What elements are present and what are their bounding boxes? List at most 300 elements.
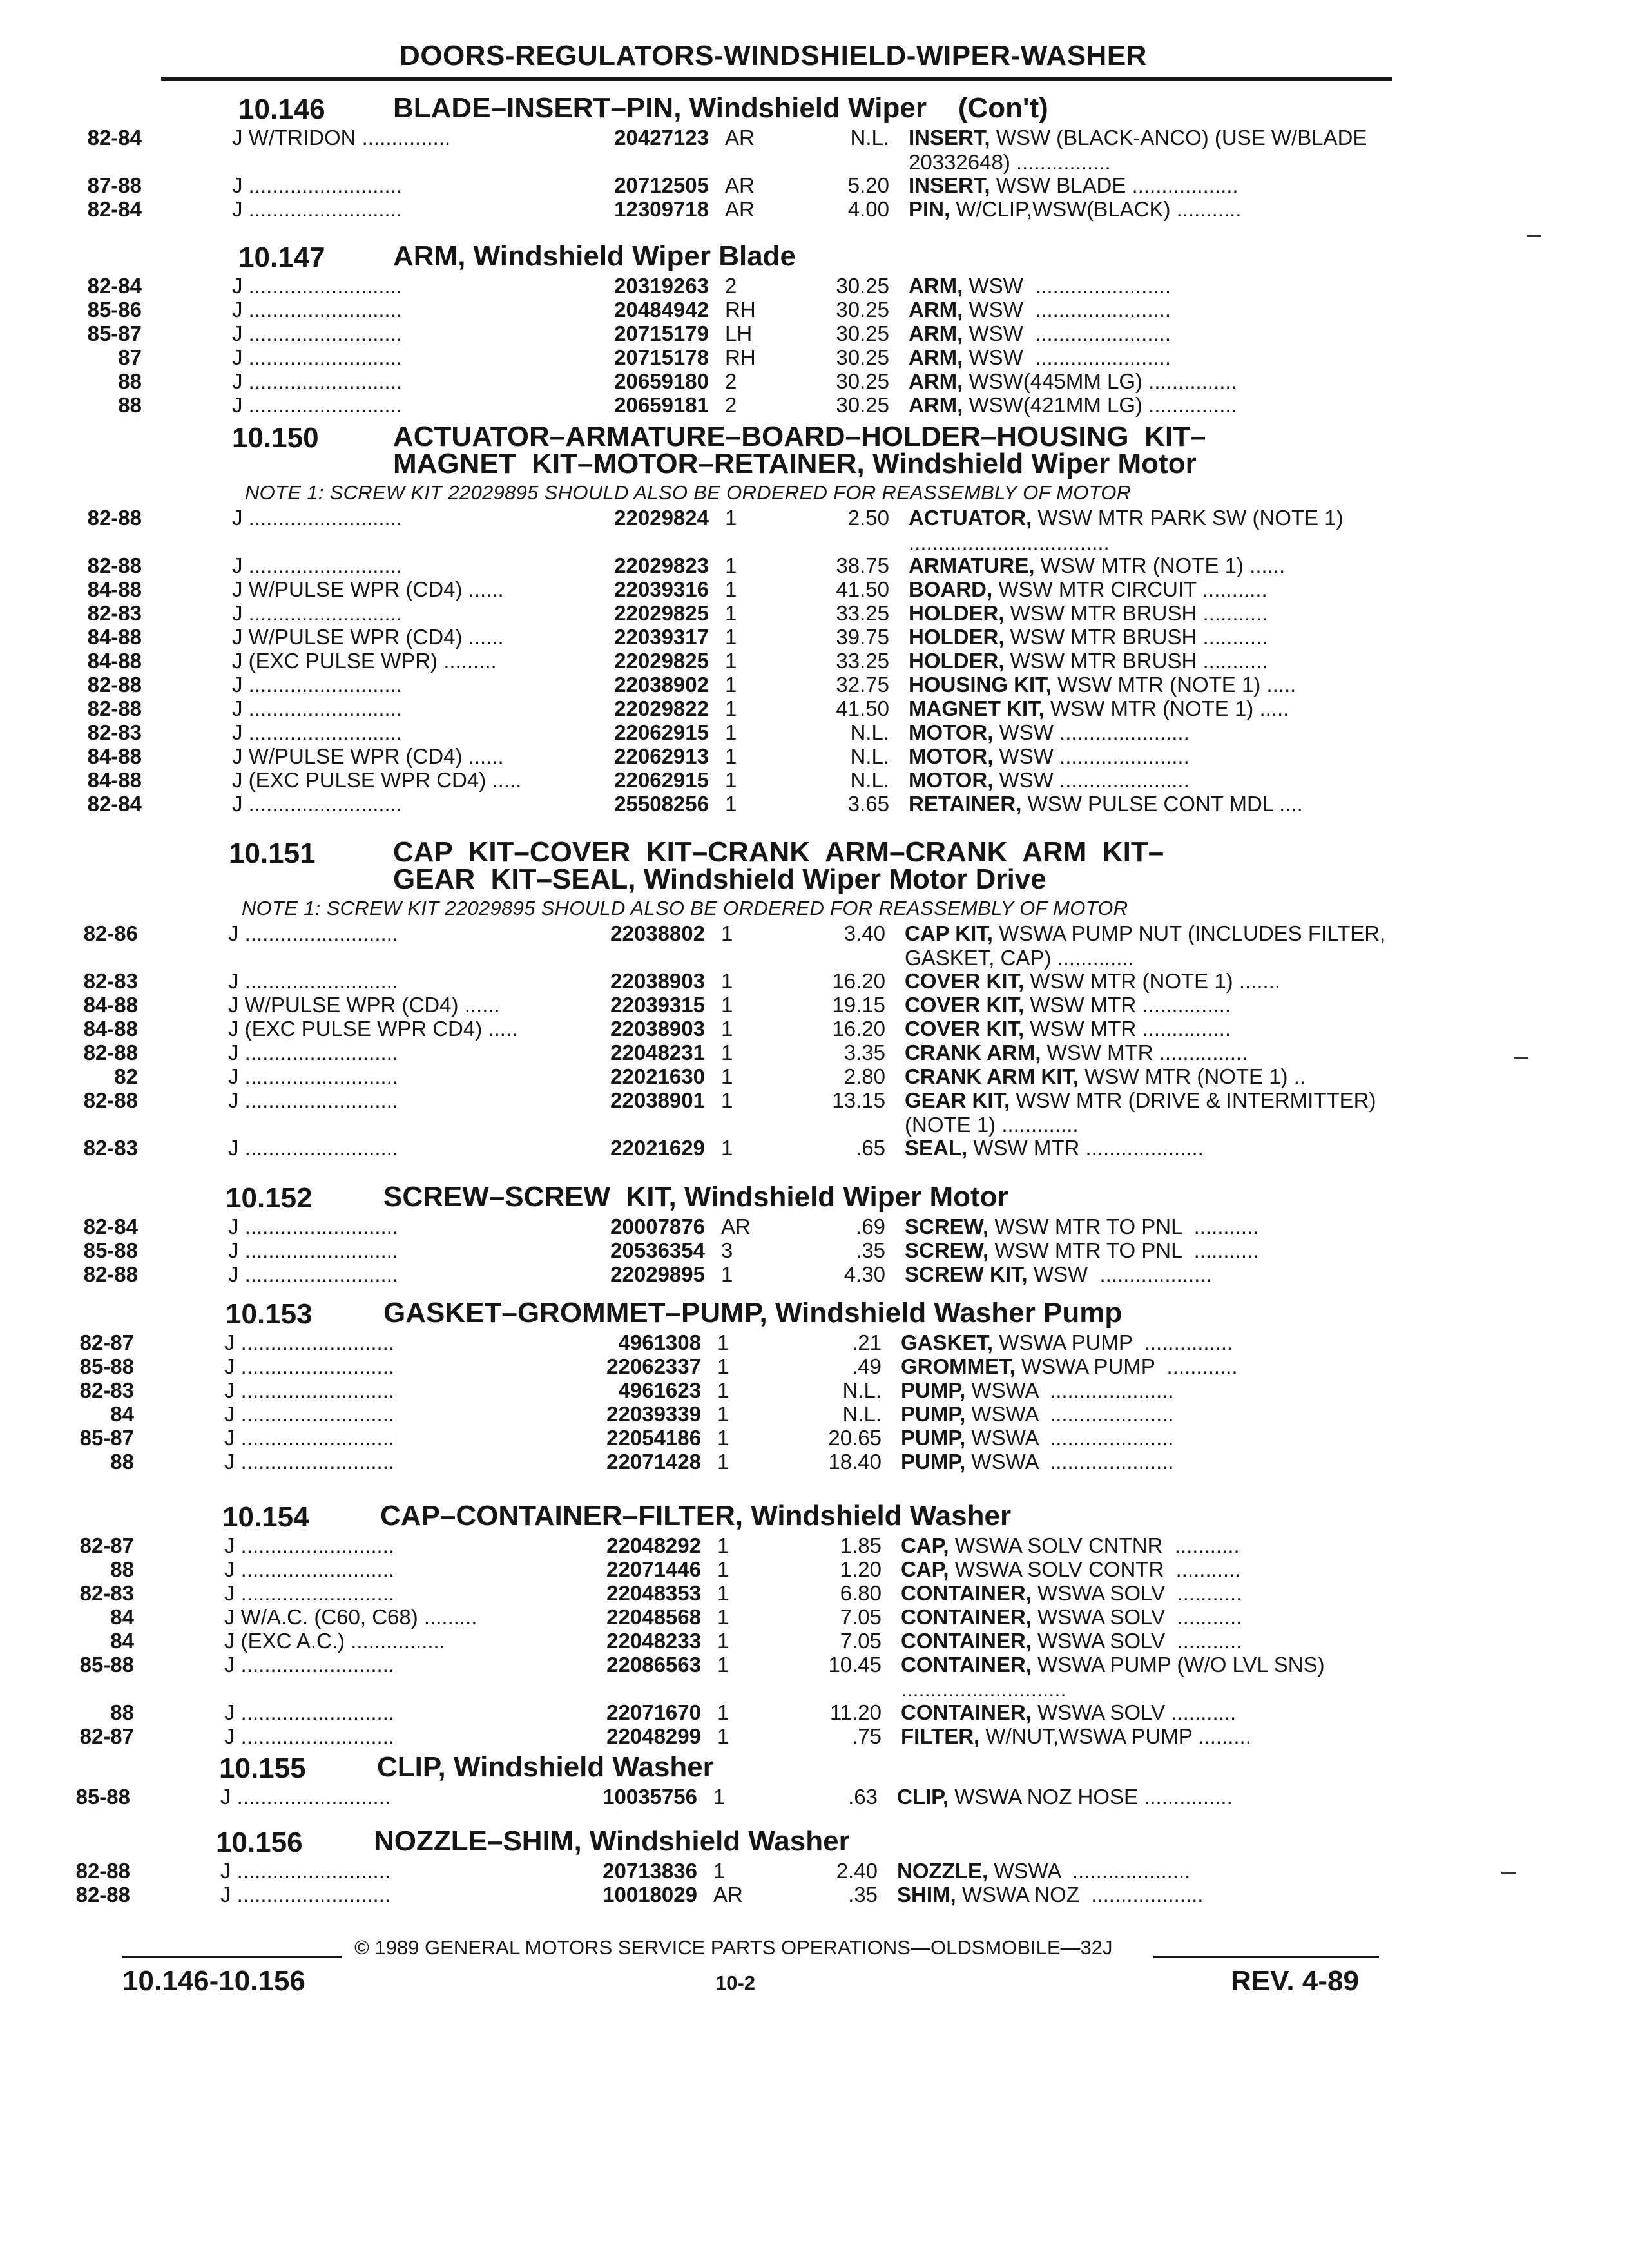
row-year: 87-88	[87, 173, 142, 197]
row-model: J ..........................	[224, 1700, 395, 1724]
row-price: 2.80	[843, 1064, 885, 1088]
row-price: 3.35	[843, 1041, 885, 1064]
row-price: 33.25	[836, 601, 889, 625]
row-qty: 1	[717, 1378, 729, 1402]
row-year: 84-88	[87, 744, 142, 768]
row-price: 2.50	[847, 506, 889, 530]
row-model: J W/PULSE WPR (CD4) ......	[232, 744, 504, 768]
row-model: J ..........................	[232, 345, 403, 369]
row-model: J (EXC PULSE WPR CD4) .....	[232, 768, 522, 792]
row-price: 32.75	[836, 673, 889, 697]
row-qty: 1	[717, 1450, 729, 1474]
row-model: J ..........................	[220, 1883, 391, 1907]
row-qty: 2	[725, 369, 737, 393]
row-model: J ..........................	[232, 553, 403, 577]
row-desc: RETAINER, WSW PULSE CONT MDL ....	[909, 792, 1303, 816]
footer-revision: REV. 4-89	[1231, 1965, 1359, 1997]
row-year: 82-83	[79, 1581, 134, 1605]
row-qty: RH	[725, 345, 756, 369]
row-desc: ARM, WSW .......................	[909, 274, 1171, 298]
row-desc: ARMATURE, WSW MTR (NOTE 1) ......	[909, 553, 1286, 577]
row-year: 82-83	[87, 601, 142, 625]
row-desc: NOZZLE, WSWA ....................	[897, 1859, 1191, 1883]
row-price: N.L.	[850, 126, 889, 149]
row-desc: CLIP, WSWA NOZ HOSE ...............	[897, 1785, 1233, 1809]
row-model: J ..........................	[232, 720, 403, 744]
row-year: 88	[110, 1450, 134, 1474]
row-qty: 1	[721, 1017, 733, 1041]
row-part: 22021630	[610, 1064, 705, 1088]
section-number: 10.152	[226, 1182, 313, 1214]
section-number: 10.150	[232, 422, 319, 454]
row-qty: 1	[725, 792, 737, 816]
row-part: 22054186	[606, 1426, 701, 1450]
row-desc: CONTAINER, WSWA SOLV ...........	[901, 1605, 1242, 1629]
row-desc: PUMP, WSWA .....................	[901, 1402, 1174, 1426]
row-model: J ..........................	[228, 1064, 399, 1088]
row-year: 84-88	[83, 993, 138, 1017]
row-price: 3.40	[843, 921, 885, 945]
row-qty: 1	[725, 744, 737, 768]
row-desc: HOLDER, WSW MTR BRUSH ...........	[909, 601, 1268, 625]
row-desc: FILTER, W/NUT,WSWA PUMP .........	[901, 1724, 1251, 1748]
row-model: J ..........................	[228, 1088, 399, 1112]
row-part: 20427123	[614, 126, 709, 149]
row-qty: AR	[721, 1215, 751, 1238]
row-price: 30.25	[836, 369, 889, 393]
row-price: .35	[848, 1883, 878, 1907]
row-model: J ..........................	[228, 1136, 399, 1160]
row-year: 82-88	[75, 1883, 130, 1907]
row-part: 20319263	[614, 274, 709, 298]
row-model: J ..........................	[228, 1041, 399, 1064]
row-desc: SCREW KIT, WSW ...................	[905, 1262, 1212, 1286]
row-year: 88	[110, 1700, 134, 1724]
row-part: 22029825	[614, 649, 709, 673]
row-price: .65	[856, 1136, 885, 1160]
row-year: 84	[110, 1605, 134, 1629]
row-part: 22039317	[614, 625, 709, 649]
row-price: 16.20	[832, 1017, 885, 1041]
row-part: 22048231	[610, 1041, 705, 1064]
row-qty: 1	[721, 1136, 733, 1160]
row-qty: 1	[717, 1354, 729, 1378]
row-price: N.L.	[850, 744, 889, 768]
row-price: 20.65	[828, 1426, 882, 1450]
row-part: 22038903	[610, 1017, 705, 1041]
section-title: NOZZLE–SHIM, Windshield Washer	[374, 1825, 850, 1857]
row-year: 82-87	[79, 1724, 134, 1748]
row-qty: 1	[717, 1629, 729, 1653]
row-year: 85-88	[79, 1653, 134, 1677]
row-desc: ARM, WSW .......................	[909, 322, 1171, 345]
row-part: 20713836	[602, 1859, 697, 1883]
row-year: 84-88	[87, 649, 142, 673]
row-model: J ..........................	[228, 1262, 399, 1286]
section-number: 10.155	[219, 1753, 306, 1784]
row-price: 2.40	[836, 1859, 878, 1883]
row-price: 6.80	[840, 1581, 882, 1605]
row-model: J ..........................	[224, 1331, 395, 1354]
section-number: 10.156	[216, 1827, 303, 1858]
row-year: 88	[118, 369, 142, 393]
row-part: 20659181	[614, 393, 709, 417]
row-desc: PUMP, WSWA .....................	[901, 1450, 1174, 1474]
row-price: .49	[852, 1354, 882, 1378]
row-model: J ..........................	[228, 1238, 399, 1262]
row-desc: CRANK ARM KIT, WSW MTR (NOTE 1) ..	[905, 1064, 1306, 1088]
row-year: 82-88	[87, 673, 142, 697]
row-price: .21	[852, 1331, 882, 1354]
row-qty: AR	[725, 173, 755, 197]
row-part: 20484942	[614, 298, 709, 322]
row-desc: SHIM, WSWA NOZ ...................	[897, 1883, 1204, 1907]
row-part: 22038902	[614, 673, 709, 697]
row-part: 22038903	[610, 969, 705, 993]
row-qty: 1	[717, 1557, 729, 1581]
row-part: 20659180	[614, 369, 709, 393]
row-part: 22062915	[614, 768, 709, 792]
row-model: J ..........................	[224, 1557, 395, 1581]
section-title: BLADE–INSERT–PIN, Windshield Wiper (Con't)	[393, 92, 1048, 124]
row-year: 82-87	[79, 1533, 134, 1557]
row-part: 22029822	[614, 697, 709, 720]
row-desc: SCREW, WSW MTR TO PNL ...........	[905, 1215, 1259, 1238]
row-qty: 1	[725, 673, 737, 697]
row-qty: 1	[721, 993, 733, 1017]
section-number: 10.153	[226, 1298, 313, 1330]
row-price: 30.25	[836, 298, 889, 322]
row-qty: 1	[717, 1581, 729, 1605]
row-qty: LH	[725, 322, 753, 345]
row-qty: 1	[721, 1064, 733, 1088]
row-desc: PIN, W/CLIP,WSW(BLACK) ...........	[909, 197, 1242, 221]
row-year: 82-88	[83, 1262, 138, 1286]
row-desc: PUMP, WSWA .....................	[901, 1378, 1174, 1402]
row-year: 82-83	[83, 969, 138, 993]
row-part: 22048568	[606, 1605, 701, 1629]
row-model: J ..........................	[228, 1215, 399, 1238]
row-qty: 1	[725, 768, 737, 792]
row-desc: ACTUATOR, WSW MTR PARK SW (NOTE 1) ..................................	[909, 506, 1349, 554]
row-model: J ..........................	[224, 1533, 395, 1557]
row-price: 3.65	[847, 792, 889, 816]
row-model: J ..........................	[224, 1581, 395, 1605]
row-model: J W/PULSE WPR (CD4) ......	[228, 993, 500, 1017]
row-desc: CAP, WSWA SOLV CONTR ...........	[901, 1557, 1241, 1581]
row-part: 22048233	[606, 1629, 701, 1653]
row-model: J ..........................	[224, 1653, 395, 1677]
row-year: 82-88	[75, 1859, 130, 1883]
row-model: J ..........................	[232, 792, 403, 816]
row-price: 1.85	[840, 1533, 882, 1557]
row-desc: SCREW, WSW MTR TO PNL ...........	[905, 1238, 1259, 1262]
row-part: 22071670	[606, 1700, 701, 1724]
row-part: 22029825	[614, 601, 709, 625]
row-qty: 1	[721, 1041, 733, 1064]
row-price: 1.20	[840, 1557, 882, 1581]
row-part: 22071428	[606, 1450, 701, 1474]
row-desc: CAP KIT, WSWA PUMP NUT (INCLUDES FILTER, GASKET, CAP) .............	[905, 921, 1392, 970]
section-title: ACTUATOR–ARMATURE–BOARD–HOLDER–HOUSING KIT–	[393, 421, 1206, 452]
row-price: 7.05	[840, 1605, 882, 1629]
row-year: 82-83	[79, 1378, 134, 1402]
row-price: 10.45	[828, 1653, 882, 1677]
section-note: NOTE 1: SCREW KIT 22029895 SHOULD ALSO BE ORDERED FOR REASSEMBLY OF MOTOR	[245, 481, 1132, 504]
row-qty: 1	[713, 1859, 726, 1883]
footer-rule-left	[122, 1956, 342, 1958]
row-part: 4961623	[618, 1378, 701, 1402]
row-desc: ARM, WSW .......................	[909, 298, 1171, 322]
row-year: 87	[118, 345, 142, 369]
row-desc: ARM, WSW(445MM LG) ...............	[909, 369, 1237, 393]
row-qty: 1	[725, 577, 737, 601]
section-title: CAP–CONTAINER–FILTER, Windshield Washer	[380, 1500, 1012, 1532]
row-desc: COVER KIT, WSW MTR ...............	[905, 1017, 1231, 1041]
row-price: 30.25	[836, 393, 889, 417]
row-price: 41.50	[836, 697, 889, 720]
row-part: 22038901	[610, 1088, 705, 1112]
row-desc: GROMMET, WSWA PUMP ............	[901, 1354, 1238, 1378]
row-model: J ..........................	[220, 1785, 391, 1809]
row-year: 82-83	[87, 720, 142, 744]
row-model: J ..........................	[220, 1859, 391, 1883]
row-part: 22029824	[614, 506, 709, 530]
row-model: J ..........................	[224, 1354, 395, 1378]
row-desc: CONTAINER, WSWA SOLV ...........	[901, 1700, 1237, 1724]
row-price: N.L.	[850, 720, 889, 744]
row-part: 22048353	[606, 1581, 701, 1605]
row-part: 22039316	[614, 577, 709, 601]
row-qty: 1	[725, 506, 737, 530]
row-qty: 1	[725, 649, 737, 673]
row-year: 82-87	[79, 1331, 134, 1354]
section-number: 10.154	[222, 1501, 309, 1533]
row-qty: AR	[725, 126, 755, 149]
row-price: 7.05	[840, 1629, 882, 1653]
page-header: DOORS-REGULATORS-WINDSHIELD-WIPER-WASHER	[400, 40, 1147, 72]
row-year: 84	[110, 1629, 134, 1653]
row-qty: 1	[717, 1426, 729, 1450]
section-title: ARM, Windshield Wiper Blade	[393, 240, 796, 272]
row-year: 84-88	[87, 577, 142, 601]
row-year: 82-88	[87, 506, 142, 530]
row-price: 4.30	[843, 1262, 885, 1286]
row-desc: MOTOR, WSW ......................	[909, 720, 1190, 744]
row-part: 22039339	[606, 1402, 701, 1426]
row-part: 20007876	[610, 1215, 705, 1238]
row-qty: 1	[717, 1331, 729, 1354]
row-year: 88	[110, 1557, 134, 1581]
row-part: 22071446	[606, 1557, 701, 1581]
row-part: 22086563	[606, 1653, 701, 1677]
section-number: 10.146	[238, 93, 325, 125]
row-part: 20715178	[614, 345, 709, 369]
row-desc: CONTAINER, WSWA SOLV ...........	[901, 1581, 1242, 1605]
row-price: 13.15	[832, 1088, 885, 1112]
row-year: 82	[114, 1064, 138, 1088]
row-qty: 1	[717, 1700, 729, 1724]
row-year: 82-84	[87, 126, 142, 149]
row-part: 20712505	[614, 173, 709, 197]
row-part: 12309718	[614, 197, 709, 221]
row-qty: 1	[717, 1533, 729, 1557]
row-price: .69	[856, 1215, 885, 1238]
row-desc: CONTAINER, WSWA PUMP (W/O LVL SNS) ............................	[901, 1653, 1336, 1701]
row-desc: MAGNET KIT, WSW MTR (NOTE 1) .....	[909, 697, 1289, 720]
row-model: J ..........................	[232, 173, 403, 197]
row-desc: COVER KIT, WSW MTR (NOTE 1) .......	[905, 969, 1281, 993]
row-price: 41.50	[836, 577, 889, 601]
row-price: 33.25	[836, 649, 889, 673]
row-year: 82-88	[83, 1088, 138, 1112]
row-desc: ARM, WSW(421MM LG) ...............	[909, 393, 1237, 417]
footer-copyright: © 1989 GENERAL MOTORS SERVICE PARTS OPERATIONS—OLDSMOBILE—32J	[354, 1936, 1113, 1959]
row-part: 22062913	[614, 744, 709, 768]
row-desc: CRANK ARM, WSW MTR ...............	[905, 1041, 1248, 1064]
row-qty: 3	[721, 1238, 733, 1262]
row-price: .75	[852, 1724, 882, 1748]
row-desc: HOUSING KIT, WSW MTR (NOTE 1) .....	[909, 673, 1296, 697]
row-qty: 1	[725, 625, 737, 649]
row-model: J ..........................	[232, 197, 403, 221]
row-year: 84-88	[87, 625, 142, 649]
section-title: CAP KIT–COVER KIT–CRANK ARM–CRANK ARM KIT–	[393, 836, 1164, 868]
row-year: 82-88	[83, 1041, 138, 1064]
margin-mark	[1514, 1057, 1528, 1059]
row-price: 19.15	[832, 993, 885, 1017]
row-desc: COVER KIT, WSW MTR ...............	[905, 993, 1231, 1017]
footer-page-number: 10-2	[715, 1972, 756, 1994]
row-qty: 2	[725, 274, 737, 298]
row-price: 39.75	[836, 625, 889, 649]
row-part: 22021629	[610, 1136, 705, 1160]
row-year: 84	[110, 1402, 134, 1426]
row-model: J ..........................	[232, 322, 403, 345]
row-qty: 1	[717, 1402, 729, 1426]
row-model: J ..........................	[232, 369, 403, 393]
row-qty: 1	[717, 1653, 729, 1677]
row-desc: MOTOR, WSW ......................	[909, 768, 1190, 792]
row-price: 38.75	[836, 553, 889, 577]
row-qty: 1	[725, 697, 737, 720]
row-part: 22048292	[606, 1533, 701, 1557]
row-desc: GEAR KIT, WSW MTR (DRIVE & INTERMITTER) (NOTE 1) .............	[905, 1088, 1382, 1137]
row-price: 11.20	[829, 1700, 882, 1724]
row-part: 22062337	[606, 1354, 701, 1378]
row-year: 85-86	[87, 298, 142, 322]
row-model: J ..........................	[228, 969, 399, 993]
row-model: J ..........................	[224, 1402, 395, 1426]
row-qty: 2	[725, 393, 737, 417]
row-model: J ..........................	[224, 1378, 395, 1402]
row-part: 4961308	[618, 1331, 701, 1354]
row-desc: SEAL, WSW MTR ....................	[905, 1136, 1204, 1160]
row-year: 85-87	[87, 322, 142, 345]
row-model: J W/A.C. (C60, C68) .........	[224, 1605, 477, 1629]
row-year: 82-84	[83, 1215, 138, 1238]
margin-mark	[1501, 1872, 1516, 1874]
section-note: NOTE 1: SCREW KIT 22029895 SHOULD ALSO BE ORDERED FOR REASSEMBLY OF MOTOR	[242, 897, 1128, 919]
row-price: 16.20	[832, 969, 885, 993]
row-qty: RH	[725, 298, 756, 322]
row-price: 18.40	[828, 1450, 882, 1474]
row-model: J W/PULSE WPR (CD4) ......	[232, 577, 504, 601]
row-model: J ..........................	[232, 393, 403, 417]
row-part: 20715179	[614, 322, 709, 345]
row-price: N.L.	[842, 1402, 882, 1426]
row-qty: 1	[721, 921, 733, 945]
row-model: J ..........................	[232, 298, 403, 322]
row-part: 10035756	[602, 1785, 697, 1809]
footer-rule-right	[1153, 1956, 1379, 1958]
header-rule	[161, 77, 1392, 81]
row-model: J (EXC PULSE WPR CD4) .....	[228, 1017, 518, 1041]
section-title: CLIP, Windshield Washer	[377, 1751, 714, 1783]
row-qty: 1	[717, 1724, 729, 1748]
row-qty: 1	[721, 969, 733, 993]
row-part: 22029895	[610, 1262, 705, 1286]
row-year: 88	[118, 393, 142, 417]
row-qty: 1	[717, 1605, 729, 1629]
row-qty: 1	[721, 1262, 733, 1286]
row-qty: 1	[725, 720, 737, 744]
row-year: 82-84	[87, 197, 142, 221]
row-qty: AR	[725, 197, 755, 221]
row-price: 5.20	[847, 173, 889, 197]
row-model: J ..........................	[228, 921, 399, 945]
row-part: 22048299	[606, 1724, 701, 1748]
row-model: J ..........................	[224, 1724, 395, 1748]
row-price: N.L.	[850, 768, 889, 792]
row-price: .63	[848, 1785, 878, 1809]
row-desc: CAP, WSWA SOLV CNTNR ...........	[901, 1533, 1240, 1557]
row-qty: 1	[725, 553, 737, 577]
row-year: 85-88	[75, 1785, 130, 1809]
row-model: J ..........................	[232, 506, 403, 530]
row-desc: BOARD, WSW MTR CIRCUIT ...........	[909, 577, 1268, 601]
row-model: J (EXC PULSE WPR) .........	[232, 649, 497, 673]
section-number: 10.147	[238, 242, 325, 273]
row-qty: 1	[721, 1088, 733, 1112]
row-model: J W/TRIDON ...............	[232, 126, 451, 149]
row-model: J ..........................	[232, 601, 403, 625]
row-desc: CONTAINER, WSWA SOLV ...........	[901, 1629, 1242, 1653]
row-price: 30.25	[836, 322, 889, 345]
row-year: 82-83	[83, 1136, 138, 1160]
row-model: J ..........................	[232, 673, 403, 697]
section-title: GASKET–GROMMET–PUMP, Windshield Washer Pump	[383, 1297, 1123, 1329]
margin-mark	[1527, 235, 1541, 237]
row-model: J ..........................	[232, 697, 403, 720]
row-price: N.L.	[842, 1378, 882, 1402]
row-model: J W/PULSE WPR (CD4) ......	[232, 625, 504, 649]
row-desc: GASKET, WSWA PUMP ...............	[901, 1331, 1233, 1354]
row-desc: HOLDER, WSW MTR BRUSH ...........	[909, 649, 1268, 673]
row-desc: MOTOR, WSW ......................	[909, 744, 1190, 768]
row-year: 82-86	[83, 921, 138, 945]
row-model: J ..........................	[224, 1450, 395, 1474]
row-year: 84-88	[83, 1017, 138, 1041]
row-desc: ARM, WSW .......................	[909, 345, 1171, 369]
row-year: 85-88	[83, 1238, 138, 1262]
row-part: 10018029	[602, 1883, 697, 1907]
row-desc: INSERT, WSW BLADE ..................	[909, 173, 1239, 197]
row-year: 84-88	[87, 768, 142, 792]
section-title: GEAR KIT–SEAL, Windshield Wiper Motor Drive	[393, 863, 1046, 895]
row-desc: HOLDER, WSW MTR BRUSH ...........	[909, 625, 1268, 649]
row-qty: 1	[713, 1785, 726, 1809]
